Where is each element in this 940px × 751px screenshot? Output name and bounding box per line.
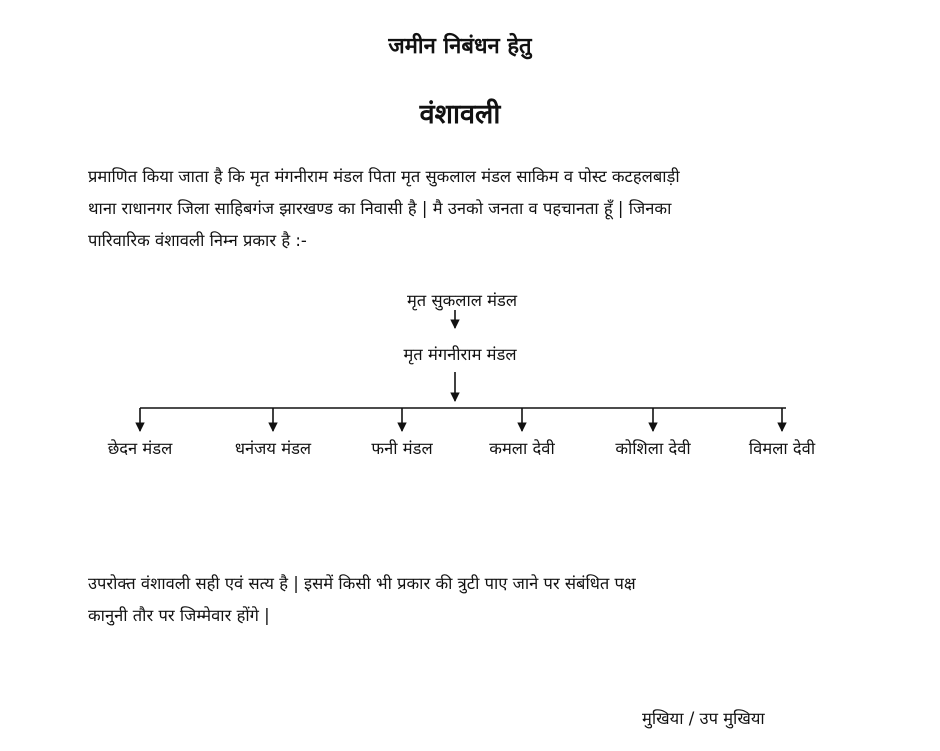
closing-line: उपरोक्त वंशावली सही एवं सत्य है | इसमें किसी भी प्रकार की त्रुटी पाए जाने पर संबंधित पक्ष: [88, 574, 636, 593]
tree-node-child: छेदन मंडल: [107, 439, 173, 458]
tree-node-child: कमला देवी: [489, 439, 555, 458]
document-subtitle: जमीन निबंधन हेतु: [388, 34, 532, 59]
tree-node-grandfather: मृत सुकलाल मंडल: [406, 291, 518, 310]
closing-line: कानुनी तौर पर जिम्मेवार होंगे |: [88, 606, 270, 625]
tree-node-child: विमला देवी: [748, 439, 816, 458]
document-title: वंशावली: [419, 99, 501, 130]
intro-line: पारिवारिक वंशावली निम्न प्रकार है :-: [88, 231, 307, 250]
intro-line: थाना राधानगर जिला साहिबगंज झारखण्ड का निवासी है | मै उनको जनता व पहचानता हूँ | जिनका: [88, 199, 672, 218]
tree-node-child: धनंजय मंडल: [234, 439, 312, 458]
intro-line: प्रमाणित किया जाता है कि मृत मंगनीराम मंडल पिता मृत सुकलाल मंडल साकिम व पोस्ट कटहलबाड़ी: [88, 167, 680, 186]
tree-node-child: कोशिला देवी: [615, 439, 691, 458]
tree-node-child: फनी मंडल: [371, 439, 433, 458]
signature-label: मुखिया / उप मुखिया: [642, 709, 765, 728]
closing-paragraph: [88, 568, 848, 632]
tree-node-father: मृत मंगनीराम मंडल: [403, 345, 517, 364]
